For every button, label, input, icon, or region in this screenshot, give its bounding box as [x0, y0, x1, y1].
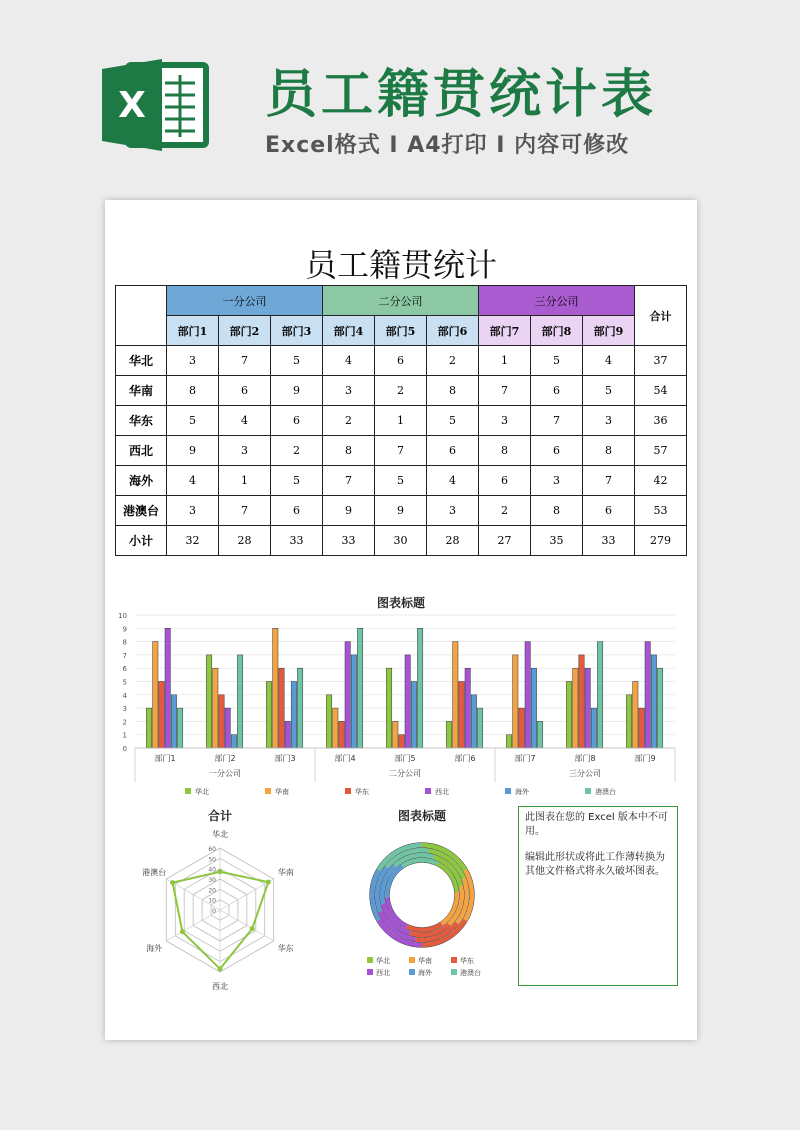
bar: [279, 668, 284, 748]
table-cell: 3: [531, 466, 583, 496]
unsupported-chart-textbox[interactable]: [518, 806, 678, 986]
document-page: [105, 200, 697, 1040]
table-cell: 4: [427, 466, 479, 496]
table-cell: 7: [323, 466, 375, 496]
radar-tick: 50: [208, 856, 216, 864]
bar: [177, 708, 182, 748]
bar: [453, 642, 458, 748]
bar: [345, 642, 350, 748]
bar: [219, 695, 224, 748]
legend-swatch: [425, 788, 431, 794]
donut-chart: [327, 805, 517, 995]
bar-category-label: 部门9: [634, 754, 656, 763]
bar: [339, 721, 344, 748]
bar-y-tick: 8: [122, 638, 127, 647]
bar-y-tick: 10: [118, 612, 127, 620]
region-label: 西北: [116, 436, 167, 466]
header-subtitle: Excel格式 I A4打印 I 内容可修改: [265, 133, 630, 158]
legend-label: 华东: [355, 788, 369, 796]
table-cell: 5: [531, 346, 583, 376]
bar: [225, 708, 230, 748]
bar: [591, 708, 596, 748]
bar-category-label: 部门6: [454, 754, 476, 763]
table-cell: 1: [219, 466, 271, 496]
bar: [231, 735, 236, 748]
radar-category-label: 华东: [277, 944, 294, 953]
table-cell: 6: [219, 376, 271, 406]
table-cell: 3: [167, 496, 219, 526]
bar: [471, 695, 476, 748]
table-cell: 8: [531, 496, 583, 526]
table-row: [116, 466, 687, 496]
bar-category-label: 部门1: [154, 754, 176, 763]
table-cell: 8: [167, 376, 219, 406]
donut-legend-label: 港澳台: [460, 969, 481, 977]
bar-y-tick: 5: [122, 678, 127, 687]
bar: [171, 695, 176, 748]
bar: [411, 682, 416, 749]
bar-y-tick: 9: [122, 625, 127, 634]
bar-category-label: 部门8: [574, 754, 596, 763]
bar: [537, 721, 542, 748]
donut-ring-outline: [389, 862, 454, 927]
radar-category-label: 港澳台: [142, 868, 167, 877]
table-cell: 6: [427, 436, 479, 466]
radar-point: [218, 966, 223, 971]
legend-swatch: [185, 788, 191, 794]
bar: [531, 668, 536, 748]
radar-category-label: 华南: [277, 868, 294, 877]
donut-legend-label: 西北: [376, 969, 390, 977]
radar-tick: 30: [208, 877, 216, 884]
total-header: 合计: [635, 286, 687, 346]
bar: [165, 628, 170, 748]
textbox-paragraph-2: 编辑此形状或将此工作薄转换为其他文件格式将永久破坏图表。: [525, 852, 665, 877]
bar: [525, 642, 530, 748]
radar-point: [180, 929, 185, 934]
table-cell: 6: [531, 376, 583, 406]
table-cell: 8: [323, 436, 375, 466]
dept-header: 部门6: [427, 316, 479, 346]
table-cell: 3: [479, 406, 531, 436]
legend-swatch: [585, 788, 591, 794]
region-label: 华北: [116, 346, 167, 376]
bar: [633, 682, 638, 749]
bar: [446, 721, 451, 748]
table-row: [116, 406, 687, 436]
bar-y-tick: 3: [122, 705, 127, 714]
company-header-3: 三分公司: [479, 286, 635, 316]
table-cell: 5: [375, 466, 427, 496]
bar: [477, 708, 482, 748]
subtotal-cell: 33: [271, 526, 323, 556]
dept-header: 部门5: [375, 316, 427, 346]
radar-tick: 10: [208, 897, 216, 905]
table-cell: 5: [167, 406, 219, 436]
bar: [585, 668, 590, 748]
bar: [405, 655, 410, 748]
bar-y-tick: 2: [122, 718, 127, 727]
bar-category-label: 部门2: [214, 754, 236, 763]
subtotal-cell: 32: [167, 526, 219, 556]
bar-group-label: 二分公司: [389, 769, 421, 778]
region-label: 华东: [116, 406, 167, 436]
subtotal-row: [116, 526, 687, 556]
bar: [399, 735, 404, 748]
subtotal-label: 小计: [116, 526, 167, 556]
bar: [326, 695, 331, 748]
donut-legend-swatch: [409, 957, 415, 963]
table-cell: 4: [219, 406, 271, 436]
row-total: 37: [635, 346, 687, 376]
table-cell: 3: [323, 376, 375, 406]
bar-group-label: 一分公司: [209, 769, 241, 778]
dept-header: 部门2: [219, 316, 271, 346]
dept-header: 部门1: [167, 316, 219, 346]
dept-header: 部门7: [479, 316, 531, 346]
subtotal-cell: 27: [479, 526, 531, 556]
table-cell: 7: [375, 436, 427, 466]
grand-total: 279: [635, 526, 687, 556]
radar-tick: 60: [208, 846, 216, 853]
bar: [651, 655, 656, 748]
table-cell: 2: [271, 436, 323, 466]
bar-category-label: 部门4: [334, 754, 356, 763]
bar: [351, 655, 356, 748]
bar-category-label: 部门3: [274, 754, 296, 763]
radar-tick: 20: [208, 887, 216, 895]
bar: [273, 628, 278, 748]
bar: [657, 668, 662, 748]
table-cell: 5: [427, 406, 479, 436]
document-title: 员工籍贯统计: [304, 246, 497, 284]
bar-y-tick: 1: [122, 731, 127, 740]
table-cell: 2: [375, 376, 427, 406]
bar-y-tick: 0: [122, 745, 127, 753]
donut-legend-swatch: [367, 969, 373, 975]
subtotal-cell: 28: [427, 526, 479, 556]
table-cell: 6: [375, 346, 427, 376]
bar: [333, 708, 338, 748]
dept-header: 部门4: [323, 316, 375, 346]
bar: [285, 721, 290, 748]
bar: [159, 682, 164, 749]
dept-header: 部门8: [531, 316, 583, 346]
table-cell: 2: [323, 406, 375, 436]
bar: [357, 628, 362, 748]
subtotal-cell: 33: [583, 526, 635, 556]
table-cell: 7: [531, 406, 583, 436]
bar-y-tick: 4: [122, 691, 127, 700]
bar: [639, 708, 644, 748]
row-total: 36: [635, 406, 687, 436]
region-label: 港澳台: [116, 496, 167, 526]
radar-tick: 40: [208, 866, 216, 874]
bar: [291, 682, 296, 749]
legend-label: 港澳台: [595, 788, 616, 796]
radar-category-label: 西北: [212, 982, 228, 991]
legend-swatch: [265, 788, 271, 794]
radar-title: 合计: [207, 809, 233, 823]
bar: [386, 668, 391, 748]
bar-chart-title: 图表标题: [376, 596, 426, 610]
subtotal-cell: 30: [375, 526, 427, 556]
svg-text:X: X: [118, 85, 146, 126]
table-cell: 7: [479, 376, 531, 406]
table-cell: 8: [479, 436, 531, 466]
bar: [579, 655, 584, 748]
radar-tick: 0: [212, 908, 216, 915]
table-cell: 3: [427, 496, 479, 526]
table-row: [116, 376, 687, 406]
table-cell: 7: [219, 346, 271, 376]
subtotal-cell: 28: [219, 526, 271, 556]
bar: [465, 668, 470, 748]
table-cell: 5: [583, 376, 635, 406]
bar: [206, 655, 211, 748]
radar-point: [250, 926, 255, 931]
donut-legend-swatch: [451, 969, 457, 975]
table-cell: 6: [271, 406, 323, 436]
company-header-2: 二分公司: [323, 286, 479, 316]
table-row: [116, 496, 687, 526]
bar: [597, 642, 602, 748]
table-cell: 1: [375, 406, 427, 436]
bar: [297, 668, 302, 748]
bar-y-tick: 6: [122, 665, 127, 674]
legend-label: 华南: [275, 788, 289, 796]
bar: [459, 682, 464, 749]
donut-arc: [407, 924, 442, 930]
bar: [573, 668, 578, 748]
bar: [213, 668, 218, 748]
table-cell: 5: [271, 346, 323, 376]
radar-chart: [120, 805, 320, 995]
bar: [237, 655, 242, 748]
excel-logo-icon: [100, 55, 210, 155]
bar: [417, 628, 422, 748]
bar: [153, 642, 158, 748]
bar-y-tick: 7: [122, 651, 127, 660]
donut-legend-label: 华南: [418, 957, 432, 965]
bar: [393, 721, 398, 748]
textbox-paragraph-1: 此图表在您的 Excel 版本中不可用。: [525, 812, 668, 837]
radar-point: [170, 880, 175, 885]
donut-legend-swatch: [451, 957, 457, 963]
legend-label: 海外: [515, 788, 529, 796]
donut-legend-swatch: [409, 969, 415, 975]
bar: [566, 682, 571, 749]
legend-swatch: [345, 788, 351, 794]
table-cell: 6: [271, 496, 323, 526]
table-row: [116, 346, 687, 376]
bar: [513, 655, 518, 748]
table-cell: 8: [583, 436, 635, 466]
table-cell: 7: [219, 496, 271, 526]
table-cell: 9: [271, 376, 323, 406]
table-cell: 7: [583, 466, 635, 496]
legend-swatch: [505, 788, 511, 794]
stats-table: [115, 285, 687, 556]
company-header-1: 一分公司: [167, 286, 323, 316]
table-cell: 3: [219, 436, 271, 466]
radar-point: [218, 869, 223, 874]
donut-legend-label: 海外: [418, 969, 432, 977]
table-cell: 6: [531, 436, 583, 466]
table-cell: 6: [479, 466, 531, 496]
bar: [626, 695, 631, 748]
table-cell: 5: [271, 466, 323, 496]
table-cell: 6: [583, 496, 635, 526]
dept-header: 部门9: [583, 316, 635, 346]
bar-category-label: 部门7: [514, 754, 536, 763]
table-cell: 9: [323, 496, 375, 526]
bar-chart: [105, 590, 697, 800]
row-total: 54: [635, 376, 687, 406]
bar: [645, 642, 650, 748]
subtotal-cell: 35: [531, 526, 583, 556]
legend-label: 华北: [195, 788, 209, 796]
bar-group-label: 三分公司: [569, 769, 601, 778]
corner-cell: [116, 286, 167, 346]
table-cell: 4: [167, 466, 219, 496]
radar-category-label: 海外: [146, 944, 163, 953]
table-cell: 2: [479, 496, 531, 526]
table-cell: 3: [167, 346, 219, 376]
bar-category-label: 部门5: [394, 754, 416, 763]
row-total: 53: [635, 496, 687, 526]
donut-title: 图表标题: [397, 809, 447, 823]
table-cell: 4: [583, 346, 635, 376]
table-cell: 9: [167, 436, 219, 466]
table-cell: 2: [427, 346, 479, 376]
radar-point: [266, 880, 271, 885]
bar: [266, 682, 271, 749]
radar-category-label: 华北: [212, 830, 228, 839]
header-title: 员工籍贯统计表: [265, 65, 658, 125]
donut-legend-label: 华东: [460, 957, 474, 965]
region-label: 华南: [116, 376, 167, 406]
row-total: 57: [635, 436, 687, 466]
table-cell: 1: [479, 346, 531, 376]
table-cell: 3: [583, 406, 635, 436]
subtotal-cell: 33: [323, 526, 375, 556]
table-cell: 9: [375, 496, 427, 526]
bar: [506, 735, 511, 748]
table-cell: 8: [427, 376, 479, 406]
bar: [519, 708, 524, 748]
region-label: 海外: [116, 466, 167, 496]
donut-legend-label: 华北: [376, 957, 390, 965]
table-cell: 4: [323, 346, 375, 376]
donut-legend-swatch: [367, 957, 373, 963]
table-row: [116, 436, 687, 466]
legend-label: 西北: [435, 788, 449, 796]
dept-header: 部门3: [271, 316, 323, 346]
bar: [146, 708, 151, 748]
donut-arc: [402, 860, 437, 866]
row-total: 42: [635, 466, 687, 496]
